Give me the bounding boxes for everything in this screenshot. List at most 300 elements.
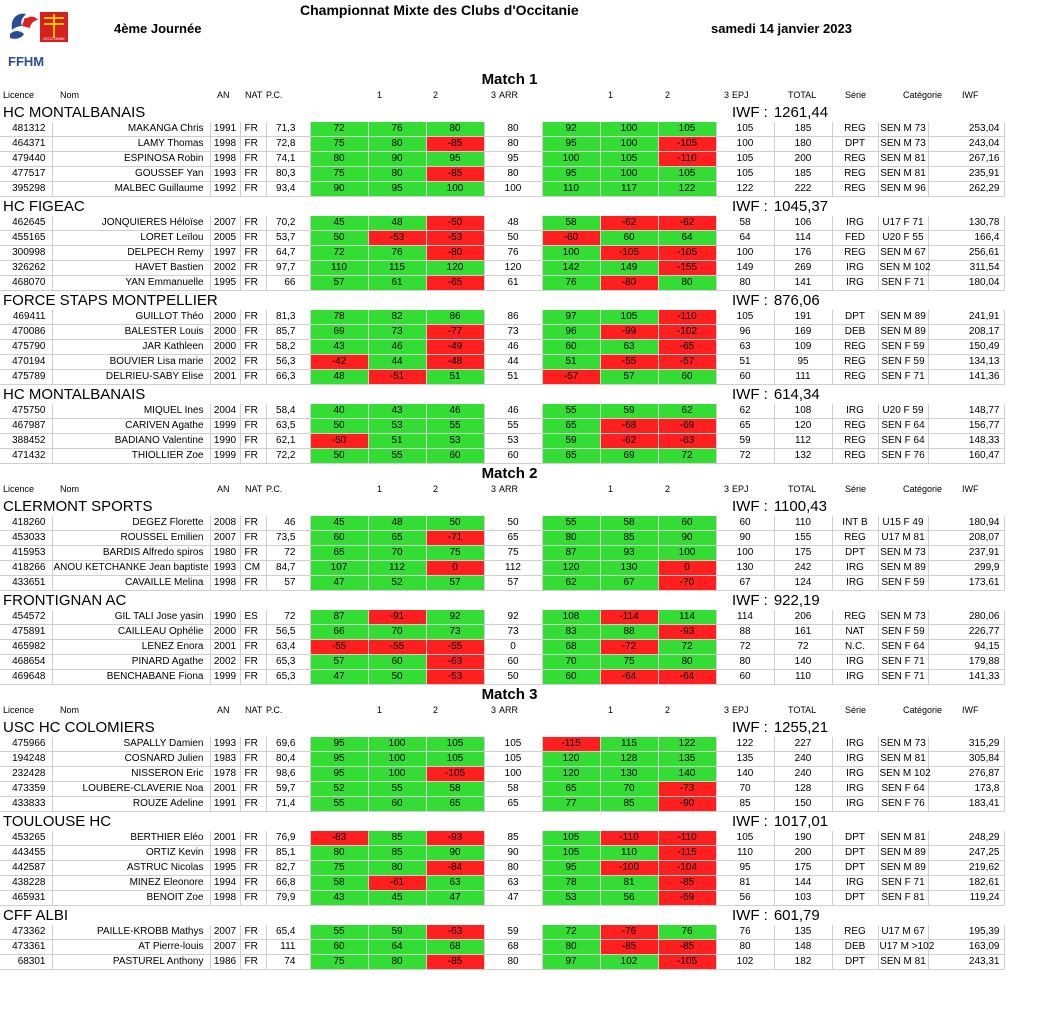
snatch-best-cell: 68 — [484, 940, 542, 955]
snatch-best-cell: 50 — [484, 516, 542, 531]
snatch-best-cell: 65 — [484, 531, 542, 546]
nationality-cell: FR — [240, 167, 266, 182]
iwf-cell: 208,07 — [928, 531, 1004, 546]
snatch-attempt-3: 92 — [426, 610, 484, 625]
serie-cell: REG — [832, 152, 878, 167]
team-name: HC MONTALBANAIS — [3, 104, 146, 121]
licence-cell: 453265 — [0, 831, 52, 846]
clean-jerk-attempt-1: 65 — [542, 449, 600, 464]
column-header-categorie: Catégorie — [903, 705, 943, 715]
team-header — [0, 812, 1019, 831]
snatch-attempt-2: 65 — [368, 531, 426, 546]
clean-jerk-best-cell: 135 — [716, 752, 774, 767]
bodyweight-cell: 72,2 — [266, 449, 310, 464]
year-cell: 2000 — [210, 325, 240, 340]
column-header-total: TOTAL — [788, 90, 817, 100]
clean-jerk-best-cell: 65 — [716, 419, 774, 434]
bodyweight-cell: 66 — [266, 276, 310, 291]
total-cell: 141 — [774, 276, 832, 291]
match-title: Match 3 — [481, 686, 538, 703]
licence-cell: 469411 — [0, 310, 52, 325]
name-cell: ASTRUC Nicolas — [52, 861, 210, 876]
serie-cell: DPT — [832, 955, 878, 970]
clean-jerk-attempt-3: -104 — [658, 861, 716, 876]
clean-jerk-best-cell: 114 — [716, 610, 774, 625]
athlete-row — [0, 831, 1052, 846]
serie-cell: DEB — [832, 940, 878, 955]
iwf-cell: 148,33 — [928, 434, 1004, 449]
snatch-attempt-3: -85 — [426, 167, 484, 182]
clean-jerk-attempt-2: 128 — [600, 752, 658, 767]
snatch-attempt-1: 47 — [310, 576, 368, 591]
total-cell: 200 — [774, 846, 832, 861]
bodyweight-cell: 58,2 — [266, 340, 310, 355]
clean-jerk-attempt-3: -90 — [658, 797, 716, 812]
athlete-row — [0, 340, 1052, 355]
column-header-row — [0, 704, 1019, 718]
name-cell: BADIANO Valentine — [52, 434, 210, 449]
column-header-epj: EPJ — [732, 484, 749, 494]
name-cell: NISSERON Eric — [52, 767, 210, 782]
total-cell: 111 — [774, 370, 832, 385]
clean-jerk-attempt-1: 96 — [542, 325, 600, 340]
column-header-licence: Licence — [3, 484, 35, 494]
column-header-a3: 3 — [491, 484, 497, 494]
ffhm-logo — [4, 8, 76, 70]
clean-jerk-attempt-3: 90 — [658, 531, 716, 546]
clean-jerk-best-cell: 105 — [716, 831, 774, 846]
snatch-attempt-2: 90 — [368, 152, 426, 167]
snatch-attempt-2: 70 — [368, 546, 426, 561]
column-header-iwf: IWF — [962, 705, 979, 715]
clean-jerk-attempt-1: 97 — [542, 310, 600, 325]
column-header-a1: 1 — [377, 705, 383, 715]
clean-jerk-attempt-3: -102 — [658, 325, 716, 340]
nationality-cell: FR — [240, 861, 266, 876]
iwf-label: IWF : — [732, 104, 768, 121]
clean-jerk-attempt-2: -80 — [600, 276, 658, 291]
column-header-e2: 2 — [665, 484, 671, 494]
clean-jerk-attempt-2: -72 — [600, 640, 658, 655]
year-cell: 2000 — [210, 625, 240, 640]
clean-jerk-best-cell: 102 — [716, 955, 774, 970]
snatch-best-cell: 65 — [484, 797, 542, 812]
snatch-attempt-3: 51 — [426, 370, 484, 385]
athlete-row — [0, 449, 1052, 464]
snatch-best-cell: 105 — [484, 752, 542, 767]
column-header-e3: 3 — [724, 705, 730, 715]
clean-jerk-attempt-3: -105 — [658, 246, 716, 261]
athlete-row — [0, 137, 1052, 152]
clean-jerk-attempt-2: 85 — [600, 531, 658, 546]
serie-cell: REG — [832, 122, 878, 137]
snatch-attempt-2: 52 — [368, 576, 426, 591]
column-header-an: AN — [217, 484, 230, 494]
clean-jerk-attempt-2: 85 — [600, 797, 658, 812]
nationality-cell: FR — [240, 370, 266, 385]
clean-jerk-attempt-2: -100 — [600, 861, 658, 876]
year-cell: 2001 — [210, 640, 240, 655]
clean-jerk-attempt-3: -110 — [658, 152, 716, 167]
licence-cell: 454572 — [0, 610, 52, 625]
year-cell: 2007 — [210, 216, 240, 231]
clean-jerk-best-cell: 63 — [716, 340, 774, 355]
clean-jerk-attempt-1: -115 — [542, 737, 600, 752]
year-cell: 1994 — [210, 876, 240, 891]
clean-jerk-attempt-2: -68 — [600, 419, 658, 434]
snatch-attempt-2: 76 — [368, 246, 426, 261]
total-cell: 109 — [774, 340, 832, 355]
athlete-row — [0, 419, 1052, 434]
category-cell: SEN F 71 — [878, 370, 928, 385]
snatch-attempt-2: 46 — [368, 340, 426, 355]
snatch-attempt-3: -105 — [426, 767, 484, 782]
iwf-cell: 130,78 — [928, 216, 1004, 231]
team-iwf-value: 922,19 — [773, 592, 820, 609]
snatch-attempt-2: 115 — [368, 261, 426, 276]
snatch-attempt-1: 55 — [310, 797, 368, 812]
iwf-cell: 160,47 — [928, 449, 1004, 464]
snatch-attempt-3: 47 — [426, 891, 484, 906]
nationality-cell: ES — [240, 610, 266, 625]
clean-jerk-attempt-2: 88 — [600, 625, 658, 640]
clean-jerk-attempt-3: -59 — [658, 891, 716, 906]
column-header-a1: 1 — [377, 484, 383, 494]
clean-jerk-attempt-2: -62 — [600, 434, 658, 449]
column-header-total: TOTAL — [788, 705, 817, 715]
bodyweight-cell: 66,3 — [266, 370, 310, 385]
clean-jerk-attempt-1: 120 — [542, 767, 600, 782]
athlete-row — [0, 655, 1052, 670]
total-cell: 103 — [774, 891, 832, 906]
licence-cell: 473359 — [0, 782, 52, 797]
team-iwf-value: 1017,01 — [773, 813, 829, 830]
nationality-cell: FR — [240, 767, 266, 782]
clean-jerk-attempt-3: -57 — [658, 355, 716, 370]
snatch-best-cell: 46 — [484, 404, 542, 419]
snatch-attempt-3: 105 — [426, 752, 484, 767]
clean-jerk-attempt-1: 100 — [542, 246, 600, 261]
serie-cell: REG — [832, 246, 878, 261]
clean-jerk-attempt-2: 75 — [600, 655, 658, 670]
licence-cell: 443455 — [0, 846, 52, 861]
year-cell: 1998 — [210, 137, 240, 152]
clean-jerk-attempt-1: 110 — [542, 182, 600, 197]
total-cell: 124 — [774, 576, 832, 591]
team-header — [0, 385, 1019, 404]
clean-jerk-attempt-3: 80 — [658, 276, 716, 291]
total-cell: 180 — [774, 137, 832, 152]
serie-cell: REG — [832, 167, 878, 182]
year-cell: 2007 — [210, 925, 240, 940]
licence-cell: 438228 — [0, 876, 52, 891]
licence-cell: 467987 — [0, 419, 52, 434]
name-cell: BALESTER Louis — [52, 325, 210, 340]
category-cell: SEN F 81 — [878, 891, 928, 906]
snatch-attempt-2: 53 — [368, 419, 426, 434]
nationality-cell: FR — [240, 640, 266, 655]
clean-jerk-best-cell: 81 — [716, 876, 774, 891]
column-header-nom: Nom — [60, 705, 80, 715]
serie-cell: IRG — [832, 737, 878, 752]
serie-cell: REG — [832, 610, 878, 625]
snatch-attempt-3: 90 — [426, 846, 484, 861]
year-cell: 2000 — [210, 340, 240, 355]
licence-cell: 415953 — [0, 546, 52, 561]
column-header-categorie: Catégorie — [903, 90, 943, 100]
clean-jerk-attempt-1: 72 — [542, 925, 600, 940]
licence-cell: 469648 — [0, 670, 52, 685]
iwf-cell: 141,36 — [928, 370, 1004, 385]
snatch-attempt-1: 40 — [310, 404, 368, 419]
serie-cell: REG — [832, 531, 878, 546]
year-cell: 1998 — [210, 152, 240, 167]
athlete-row — [0, 370, 1052, 385]
snatch-attempt-3: -63 — [426, 655, 484, 670]
snatch-best-cell: 80 — [484, 137, 542, 152]
iwf-cell: 315,29 — [928, 737, 1004, 752]
clean-jerk-attempt-1: 83 — [542, 625, 600, 640]
snatch-attempt-3: -50 — [426, 216, 484, 231]
athlete-table — [0, 310, 1052, 385]
year-cell: 1998 — [210, 846, 240, 861]
snatch-best-cell: 100 — [484, 182, 542, 197]
licence-cell: 326262 — [0, 261, 52, 276]
total-cell: 175 — [774, 546, 832, 561]
licence-cell: 465982 — [0, 640, 52, 655]
clean-jerk-attempt-2: 110 — [600, 846, 658, 861]
column-header-pc: P.C. — [266, 484, 283, 494]
licence-cell: 464371 — [0, 137, 52, 152]
snatch-attempt-3: -53 — [426, 231, 484, 246]
nationality-cell: FR — [240, 876, 266, 891]
nationality-cell: FR — [240, 261, 266, 276]
snatch-attempt-1: 110 — [310, 261, 368, 276]
nationality-cell: FR — [240, 546, 266, 561]
licence-cell: 433833 — [0, 797, 52, 812]
athlete-row — [0, 231, 1052, 246]
iwf-cell: 219,62 — [928, 861, 1004, 876]
licence-cell: 68301 — [0, 955, 52, 970]
year-cell: 2008 — [210, 516, 240, 531]
athlete-row — [0, 891, 1052, 906]
column-header-nom: Nom — [60, 90, 80, 100]
year-cell: 1993 — [210, 737, 240, 752]
event-date: samedi 14 janvier 2023 — [711, 21, 852, 36]
clean-jerk-attempt-3: 72 — [658, 449, 716, 464]
snatch-attempt-3: 65 — [426, 797, 484, 812]
name-cell: PAILLE-KROBB Mathys — [52, 925, 210, 940]
nationality-cell: FR — [240, 246, 266, 261]
year-cell: 2001 — [210, 831, 240, 846]
total-cell: 240 — [774, 767, 832, 782]
bodyweight-cell: 82,7 — [266, 861, 310, 876]
snatch-attempt-3: 100 — [426, 182, 484, 197]
name-cell: PASTUREL Anthony — [52, 955, 210, 970]
name-cell: DELPECH Remy — [52, 246, 210, 261]
name-cell: HAVET Bastien — [52, 261, 210, 276]
licence-cell: 300998 — [0, 246, 52, 261]
athlete-table — [0, 516, 1052, 591]
snatch-best-cell: 61 — [484, 276, 542, 291]
clean-jerk-attempt-2: 81 — [600, 876, 658, 891]
name-cell: GOUSSEF Yan — [52, 167, 210, 182]
column-header-pc: P.C. — [266, 705, 283, 715]
clean-jerk-attempt-1: 65 — [542, 419, 600, 434]
total-cell: 242 — [774, 561, 832, 576]
column-header-e1: 1 — [608, 705, 614, 715]
clean-jerk-best-cell: 105 — [716, 152, 774, 167]
snatch-attempt-1: 55 — [310, 925, 368, 940]
year-cell: 2007 — [210, 940, 240, 955]
year-cell: 1995 — [210, 861, 240, 876]
nationality-cell: FR — [240, 434, 266, 449]
snatch-best-cell: 60 — [484, 449, 542, 464]
clean-jerk-attempt-1: 60 — [542, 340, 600, 355]
clean-jerk-best-cell: 140 — [716, 767, 774, 782]
year-cell: 1998 — [210, 576, 240, 591]
clean-jerk-best-cell: 90 — [716, 531, 774, 546]
bodyweight-cell: 62,1 — [266, 434, 310, 449]
clean-jerk-attempt-1: 95 — [542, 137, 600, 152]
category-cell: U20 F 59 — [878, 404, 928, 419]
clean-jerk-attempt-1: 87 — [542, 546, 600, 561]
column-header-nat: NAT — [245, 484, 263, 494]
clean-jerk-attempt-2: -76 — [600, 925, 658, 940]
serie-cell: DPT — [832, 846, 878, 861]
bodyweight-cell: 53,7 — [266, 231, 310, 246]
licence-cell: 475750 — [0, 404, 52, 419]
snatch-best-cell: 80 — [484, 955, 542, 970]
total-cell: 120 — [774, 419, 832, 434]
iwf-cell: 119,24 — [928, 891, 1004, 906]
snatch-best-cell: 50 — [484, 231, 542, 246]
clean-jerk-attempt-2: 115 — [600, 737, 658, 752]
licence-cell: 455165 — [0, 231, 52, 246]
year-cell: 1999 — [210, 419, 240, 434]
clean-jerk-attempt-2: -110 — [600, 831, 658, 846]
clean-jerk-attempt-3: 135 — [658, 752, 716, 767]
clean-jerk-best-cell: 122 — [716, 737, 774, 752]
clean-jerk-attempt-3: -105 — [658, 137, 716, 152]
snatch-attempt-3: 53 — [426, 434, 484, 449]
total-cell: 112 — [774, 434, 832, 449]
snatch-attempt-2: 100 — [368, 752, 426, 767]
iwf-cell: 241,91 — [928, 310, 1004, 325]
snatch-best-cell: 86 — [484, 310, 542, 325]
athlete-row — [0, 876, 1052, 891]
team-name: CLERMONT SPORTS — [3, 498, 153, 515]
category-cell: U17 M 81 — [878, 531, 928, 546]
clean-jerk-attempt-3: 76 — [658, 925, 716, 940]
snatch-attempt-1: 60 — [310, 531, 368, 546]
snatch-attempt-2: 80 — [368, 955, 426, 970]
snatch-attempt-1: 95 — [310, 752, 368, 767]
clean-jerk-attempt-1: 62 — [542, 576, 600, 591]
snatch-best-cell: 73 — [484, 325, 542, 340]
licence-cell: 232428 — [0, 767, 52, 782]
clean-jerk-attempt-1: 95 — [542, 861, 600, 876]
serie-cell: DPT — [832, 831, 878, 846]
clean-jerk-attempt-3: 140 — [658, 767, 716, 782]
team-iwf-value: 876,06 — [773, 292, 820, 309]
athlete-row — [0, 246, 1052, 261]
category-cell: SEN F 59 — [878, 340, 928, 355]
column-header-licence: Licence — [3, 90, 35, 100]
snatch-attempt-2: 73 — [368, 325, 426, 340]
athlete-row — [0, 325, 1052, 340]
year-cell: 1990 — [210, 434, 240, 449]
year-cell: 1980 — [210, 546, 240, 561]
clean-jerk-best-cell: 70 — [716, 782, 774, 797]
name-cell: THIOLLIER Zoe — [52, 449, 210, 464]
clean-jerk-attempt-2: -105 — [600, 246, 658, 261]
bodyweight-cell: 57 — [266, 576, 310, 591]
team-name: HC MONTALBANAIS — [3, 386, 146, 403]
year-cell: 2001 — [210, 370, 240, 385]
athlete-table — [0, 737, 1052, 812]
clean-jerk-attempt-1: 68 — [542, 640, 600, 655]
snatch-attempt-2: 55 — [368, 782, 426, 797]
bodyweight-cell: 80,4 — [266, 752, 310, 767]
category-cell: SEN M 73 — [878, 737, 928, 752]
clean-jerk-attempt-3: -63 — [658, 434, 716, 449]
total-cell: 200 — [774, 152, 832, 167]
snatch-attempt-2: 100 — [368, 737, 426, 752]
snatch-attempt-2: -91 — [368, 610, 426, 625]
iwf-cell: 173,8 — [928, 782, 1004, 797]
clean-jerk-attempt-1: 100 — [542, 152, 600, 167]
clean-jerk-best-cell: 80 — [716, 655, 774, 670]
snatch-attempt-1: 72 — [310, 122, 368, 137]
clean-jerk-attempt-3: 114 — [658, 610, 716, 625]
clean-jerk-attempt-1: 58 — [542, 216, 600, 231]
category-cell: SEN M 89 — [878, 861, 928, 876]
nationality-cell: FR — [240, 891, 266, 906]
snatch-attempt-3: 57 — [426, 576, 484, 591]
category-cell: SEN F 64 — [878, 640, 928, 655]
team-iwf-value: 1255,21 — [773, 719, 829, 736]
athlete-row — [0, 276, 1052, 291]
athlete-row — [0, 767, 1052, 782]
nationality-cell: FR — [240, 276, 266, 291]
clean-jerk-best-cell: 110 — [716, 846, 774, 861]
clean-jerk-attempt-1: 55 — [542, 404, 600, 419]
name-cell: DELRIEU-SABY Elise — [52, 370, 210, 385]
name-cell: LOUBERE-CLAVERIE Noa — [52, 782, 210, 797]
serie-cell: IRG — [832, 216, 878, 231]
team-iwf-total — [732, 497, 827, 516]
clean-jerk-attempt-2: 130 — [600, 561, 658, 576]
category-cell: SEN M 96 — [878, 182, 928, 197]
bodyweight-cell: 98,6 — [266, 767, 310, 782]
total-cell: 222 — [774, 182, 832, 197]
column-header-categorie: Catégorie — [903, 484, 943, 494]
athlete-row — [0, 310, 1052, 325]
clean-jerk-attempt-1: 105 — [542, 831, 600, 846]
nationality-cell: FR — [240, 355, 266, 370]
snatch-attempt-1: 50 — [310, 419, 368, 434]
clean-jerk-attempt-2: 102 — [600, 955, 658, 970]
year-cell: 1991 — [210, 122, 240, 137]
category-cell: SEN M 102 — [878, 767, 928, 782]
iwf-label: IWF : — [732, 498, 768, 515]
athlete-row — [0, 940, 1052, 955]
snatch-attempt-1: -42 — [310, 355, 368, 370]
column-header-row — [0, 89, 1019, 103]
snatch-attempt-1: -83 — [310, 831, 368, 846]
snatch-attempt-2: 80 — [368, 861, 426, 876]
